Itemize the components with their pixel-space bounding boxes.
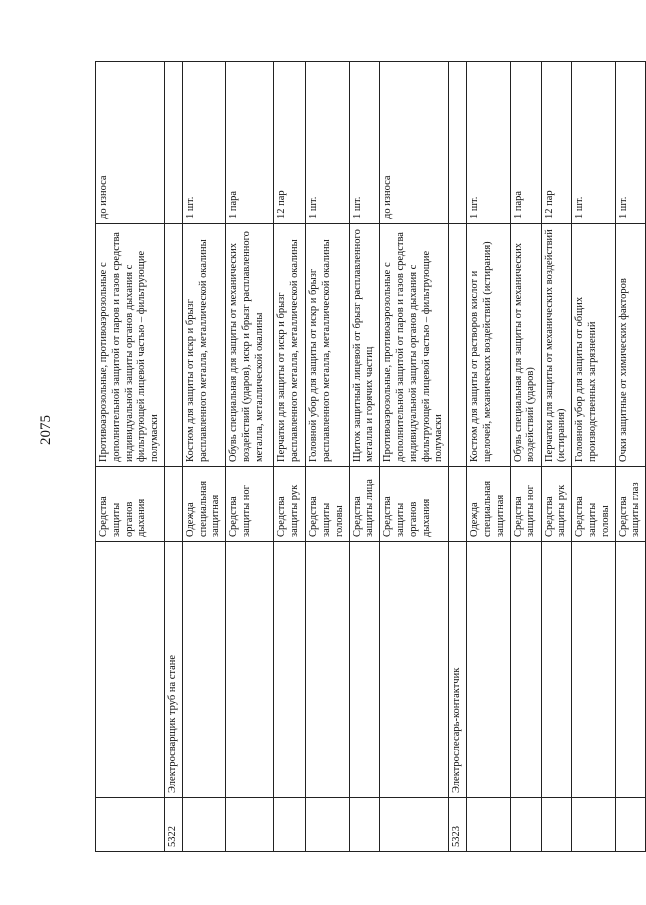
table-row xyxy=(510,62,541,852)
cell-ppe-type: Средства защиты ног xyxy=(226,467,274,542)
cell-norm: до износа xyxy=(380,62,449,224)
cell-norm: 12 пар xyxy=(541,62,572,224)
table-row xyxy=(274,62,306,852)
table-row xyxy=(380,62,449,852)
table-row xyxy=(349,62,380,852)
table-row xyxy=(226,62,274,852)
cell-ppe-type: Средства защиты головы xyxy=(572,467,615,542)
cell-description: Противоаэрозольные, противоаэрозольные с дополнительной защитой от паров и газов средства индивидуальной защиты органов дыхания с фильтрующей лицевой частью – фильтрующие полумаски xyxy=(96,224,165,467)
cell-description: Обувь специальная для защиты от механических воздействий (ударов) xyxy=(510,224,541,467)
cell-ppe-type: Средства защиты органов дыхания xyxy=(380,467,449,542)
cell-ppe-type: Средства защиты рук xyxy=(274,467,306,542)
cell-ppe-type: Средства защиты глаз xyxy=(615,467,646,542)
table-row xyxy=(467,62,510,852)
cell-norm: 1 шт. xyxy=(615,62,646,224)
cell-norm: 1 пара xyxy=(510,62,541,224)
cell-ppe-type: Одежда специальная защитная xyxy=(182,467,225,542)
profession-code: 5323 xyxy=(449,798,467,852)
cell-ppe-type: Средства защиты головы xyxy=(306,467,349,542)
cell-description: Костюм для защиты от искр и брызг расплавленного металла, металлической окалины xyxy=(182,224,225,467)
cell-norm: 1 шт. xyxy=(467,62,510,224)
ppe-norms-table xyxy=(95,61,646,852)
cell-norm: 12 пар xyxy=(274,62,306,224)
profession-name: Электросварщик труб на стане xyxy=(164,542,182,798)
table-row xyxy=(615,62,646,852)
cell-description: Щиток защитный лицевой от брызг расплавленного металла и горячих частиц xyxy=(349,224,380,467)
cell-profession xyxy=(96,542,165,798)
cell-description: Костюм для защиты от растворов кислот и щелочей, механических воздействий (истирания) xyxy=(467,224,510,467)
table-row xyxy=(306,62,349,852)
cell-norm: 1 шт. xyxy=(349,62,380,224)
cell-ppe-type: Средства защиты лица xyxy=(349,467,380,542)
profession-row xyxy=(449,62,467,852)
cell-description: Обувь специальная для защиты от механических воздействий (ударов), искр и брызг расплавленного металла, металлической окалины xyxy=(226,224,274,467)
cell-ppe-type: Средства защиты органов дыхания xyxy=(96,467,165,542)
profession-name: Электрослесарь-контактчик xyxy=(449,542,467,798)
page-number: 2075 xyxy=(38,415,54,445)
cell-ppe-type: Средства защиты рук xyxy=(541,467,572,542)
cell-norm: 1 шт. xyxy=(306,62,349,224)
profession-code: 5322 xyxy=(164,798,182,852)
cell-description: Перчатки для защиты от механических воздействий (истирания) xyxy=(541,224,572,467)
cell-norm: 1 шт. xyxy=(182,62,225,224)
table-row xyxy=(96,62,165,852)
cell-ppe-type: Одежда специальная защитная xyxy=(467,467,510,542)
cell-description: Очки защитные от химических факторов xyxy=(615,224,646,467)
cell-norm: 1 шт. xyxy=(572,62,615,224)
cell-description: Головной убор для защиты от искр и брызг расплавленного металла, металлической окалины xyxy=(306,224,349,467)
cell-code xyxy=(96,798,165,852)
cell-ppe-type: Средства защиты ног xyxy=(510,467,541,542)
table-row xyxy=(541,62,572,852)
rotated-table-wrapper xyxy=(95,62,642,852)
cell-description: Противоаэрозольные, противоаэрозольные с дополнительной защитой от паров и газов средства индивидуальной защиты органов дыхания с фильтрующей лицевой частью – фильтрующие полумаски xyxy=(380,224,449,467)
table-row xyxy=(182,62,225,852)
cell-norm: 1 пара xyxy=(226,62,274,224)
cell-description: Перчатки для защиты от искр и брызг расплавленного металла, металлической окалины xyxy=(274,224,306,467)
table-row xyxy=(572,62,615,852)
cell-norm: до износа xyxy=(96,62,165,224)
cell-description: Головной убор для защиты от общих производственных загрязнений xyxy=(572,224,615,467)
profession-row xyxy=(164,62,182,852)
